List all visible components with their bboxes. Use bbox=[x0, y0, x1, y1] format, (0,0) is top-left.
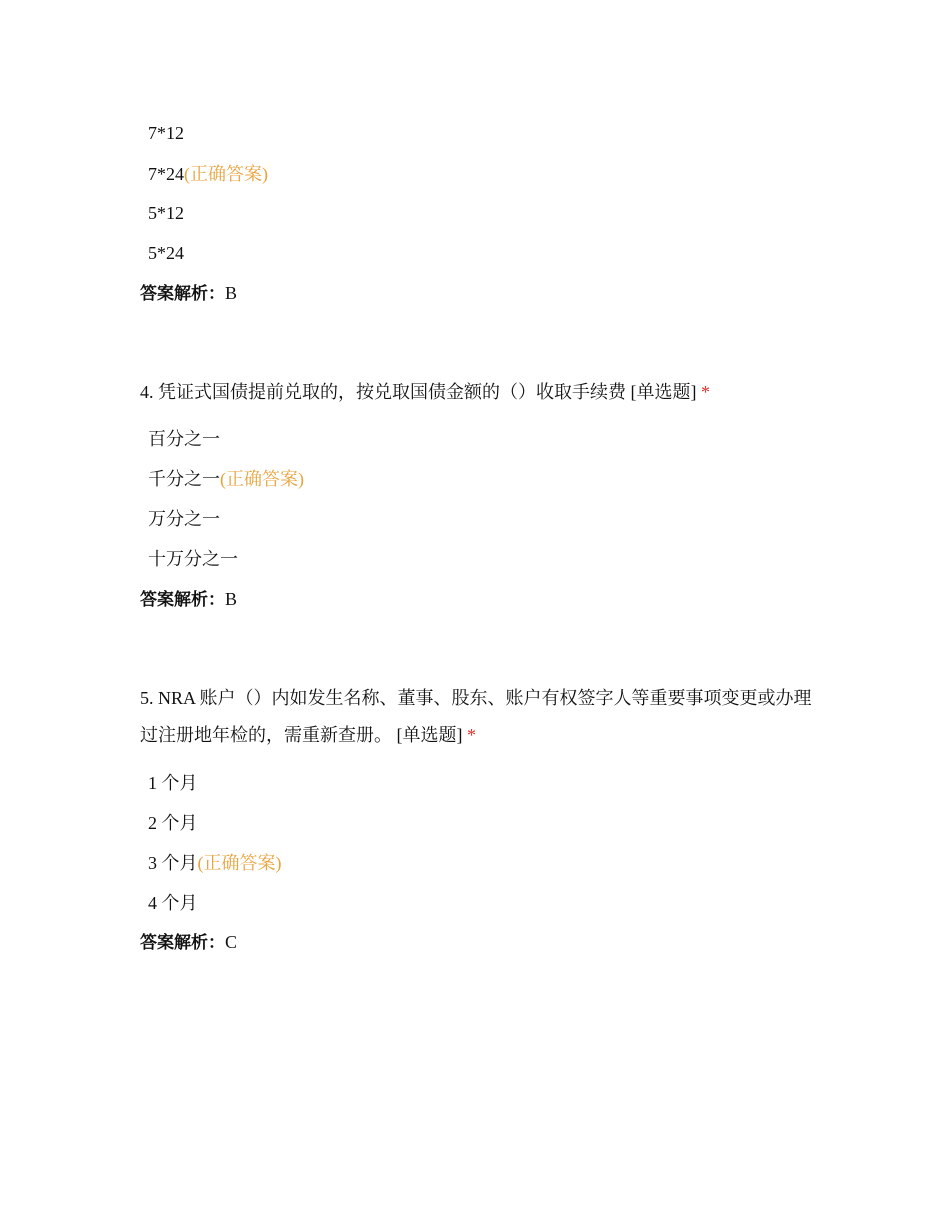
required-mark: * bbox=[701, 382, 710, 402]
question-text: 5. NRA 账户（）内如发生名称、董事、股东、账户有权签字人等重要事项变更或办理过注册地年检的，需重新查册。 [单选题] bbox=[140, 688, 812, 745]
q4-option-d bbox=[148, 547, 238, 571]
q4-question-text bbox=[140, 374, 820, 411]
option-text: 7*24 bbox=[148, 164, 184, 184]
option-text: 万分之一 bbox=[148, 509, 220, 529]
q3-option-c bbox=[148, 201, 184, 225]
option-text: 5*12 bbox=[148, 203, 184, 223]
analysis-value: B bbox=[225, 589, 238, 609]
correct-answer-tag: (正确答案) bbox=[197, 853, 282, 873]
analysis-label: 答案解析： bbox=[140, 590, 225, 610]
option-text: 千分之一 bbox=[148, 469, 220, 489]
option-text: 1 个月 bbox=[148, 773, 198, 793]
q4-option-c bbox=[148, 507, 220, 531]
option-text: 2 个月 bbox=[148, 813, 198, 833]
q5-option-d bbox=[148, 891, 198, 915]
correct-answer-tag: (正确答案) bbox=[184, 164, 268, 184]
q3-option-d bbox=[148, 241, 184, 265]
analysis-label: 答案解析： bbox=[140, 284, 225, 304]
option-text: 3 个月 bbox=[148, 853, 198, 873]
option-text: 十万分之一 bbox=[148, 549, 238, 569]
option-text: 7*12 bbox=[148, 123, 184, 143]
option-text: 百分之一 bbox=[148, 429, 220, 449]
q3-answer-analysis bbox=[140, 281, 237, 306]
q5-option-c bbox=[148, 851, 282, 875]
analysis-value: B bbox=[225, 283, 238, 303]
option-text: 5*24 bbox=[148, 243, 184, 263]
correct-answer-tag: (正确答案) bbox=[220, 469, 304, 489]
q4-option-b bbox=[148, 467, 304, 491]
analysis-label: 答案解析： bbox=[140, 933, 225, 953]
question-text: 4. 凭证式国债提前兑取的，按兑取国债金额的（）收取手续费 [单选题] bbox=[140, 382, 697, 402]
q4-answer-analysis bbox=[140, 587, 237, 612]
analysis-value: C bbox=[225, 932, 238, 952]
q5-question-text bbox=[140, 680, 820, 754]
q3-option-a bbox=[148, 121, 184, 145]
q4-option-a bbox=[148, 427, 220, 451]
q5-option-a bbox=[148, 771, 198, 795]
q3-option-b bbox=[148, 162, 268, 186]
q5-option-b bbox=[148, 811, 198, 835]
required-mark: * bbox=[467, 725, 476, 745]
option-text: 4 个月 bbox=[148, 893, 198, 913]
q5-answer-analysis bbox=[140, 930, 237, 955]
